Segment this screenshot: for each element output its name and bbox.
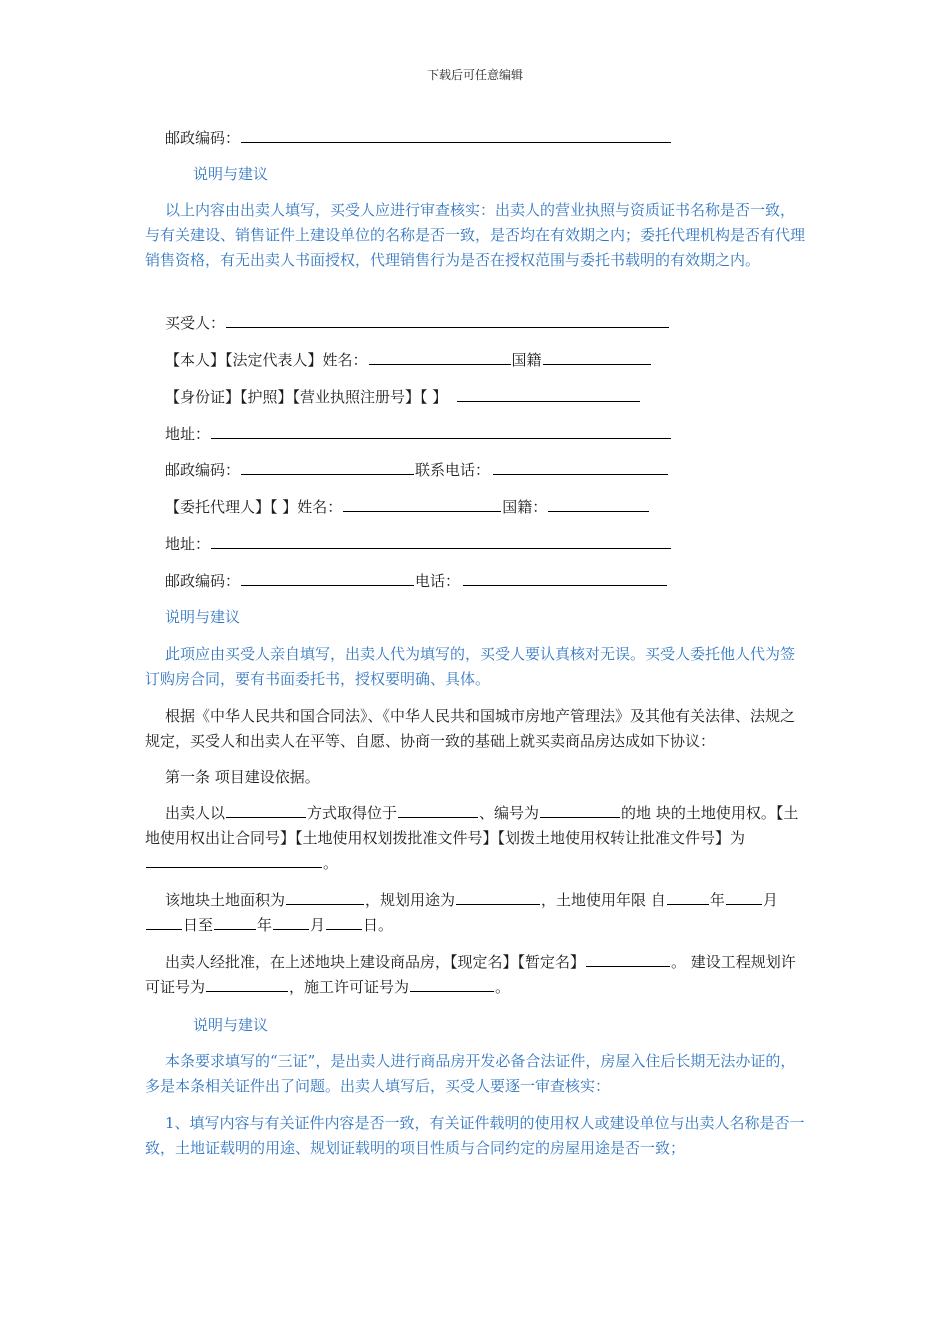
buyer-nationality-label: 国籍 [511,351,542,369]
project-name-blank[interactable] [586,952,670,967]
land-start-month-blank[interactable] [726,890,762,905]
buyer-nationality-blank[interactable] [543,350,651,365]
note-text-1: 以上内容由出卖人填写，买受人应进行审查核实：出卖人的营业执照与资质证书名称是否一致，与有关建设、销售证件上建设单位的名称是否一致，是否均在有效期之内；委托代理机构是否有代理销售资格，有无出卖人书面授权，代理销售行为是否在授权范围与委托书载明的有效期之内。 [145,201,806,269]
buyer-phone-blank[interactable] [493,460,668,475]
agreement-intro: 根据《中华人民共和国合同法》、《中华人民共和国城市房地产管理法》及其他有关法律、法规之规定，买受人和出卖人在平等、自愿、协商一致的基础上就买卖商品房达成如下协议： [145,707,796,750]
land-p2-e: 月 [762,891,778,909]
land-area-blank[interactable] [286,890,364,905]
land-location-blank[interactable] [398,803,478,818]
buyer-name-label: 【本人】【法定代表人】姓名： [165,351,368,369]
agent-nationality-blank[interactable] [548,497,649,512]
construction-permit-blank[interactable] [410,977,494,992]
land-p2-f: 日至 [183,916,214,934]
land-paragraph-2 [145,888,805,938]
buyer-postal-label: 邮政编码： [165,461,241,479]
land-paragraph-1 [145,801,805,876]
buyer-id-label: 【身份证】【护照】【营业执照注册号】【 】 [165,388,448,406]
buyer-address-label: 地址： [165,425,211,443]
land-method-blank[interactable] [226,803,306,818]
land-p2-c: ，土地使用年限 自 [541,891,666,909]
buyer-id-line [165,387,641,407]
agent-nationality-label: 国籍： [502,498,548,516]
agent-name-blank[interactable] [343,497,501,512]
land-start-day-blank[interactable] [146,915,182,930]
land-p1-d: 的地 块的土地使用权。 [621,804,776,822]
buyer-label: 买受人： [165,314,226,332]
land-p3-d: 。 [495,978,511,996]
check-item-1: 1、填写内容与有关证件内容是否一致，有关证件载明的使用权人或建设单位与出卖人名称是否一致，土地证载明的用途、规划证载明的项目性质与合同约定的房屋用途是否一致； [145,1114,805,1157]
agent-postal-line [165,571,668,591]
land-contract-blank[interactable] [146,853,322,868]
agent-postal-label: 邮政编码： [165,572,241,590]
land-start-year-blank[interactable] [667,890,709,905]
land-use-blank[interactable] [456,890,540,905]
land-end-day-blank[interactable] [326,915,362,930]
land-paragraph-3 [145,950,805,1000]
land-p2-i: 日。 [363,916,394,934]
buyer-address-line [165,424,672,444]
seller-postal-blank[interactable] [241,128,671,143]
buyer-id-blank[interactable] [457,387,640,402]
note-title-1: 说明与建议 [193,165,269,183]
page-header: 下载后可任意编辑 [426,68,523,82]
seller-postal-label: 邮政编码： [165,129,241,147]
note-title-3: 说明与建议 [193,1016,269,1034]
seller-postal-line [165,128,672,148]
buyer-name-blank[interactable] [369,350,511,365]
agent-phone-blank[interactable] [463,571,667,586]
agent-address-line [165,534,672,554]
land-p2-g: 年 [257,916,273,934]
land-p1-c: 、编号为 [479,804,540,822]
land-number-blank[interactable] [540,803,620,818]
land-p1-b: 方式取得位于 [307,804,398,822]
planning-permit-blank[interactable] [206,977,288,992]
buyer-address-blank[interactable] [211,424,671,439]
land-end-year-blank[interactable] [214,915,256,930]
land-p3-c: ，施工许可证号为 [289,978,410,996]
land-p2-a: 该地块土地面积为 [165,891,286,909]
land-p3-a: 出卖人经批准，在上述地块上建设商品房，【现定名】【暂定名】 [165,953,586,971]
agent-address-label: 地址： [165,535,211,553]
land-p2-d: 年 [709,891,725,909]
note-title-2: 说明与建议 [165,608,241,626]
buyer-blank[interactable] [226,313,669,328]
agent-phone-label: 电话： [415,572,461,590]
land-p1-e: 【土地使用权出让合同号】【土地使用权划拨批准文件号】【划拨土地使用权转让批准文件号】为 [145,804,799,847]
agent-postal-blank[interactable] [241,571,414,586]
note-text-3: 本条要求填写的“三证”，是出卖人进行商品房开发必备合法证件，房屋入住后长期无法办证的，多是本条相关证件出了问题。出卖人填写后，买受人要逐一审查核实： [145,1052,796,1095]
land-p2-h: 月 [310,916,326,934]
agent-name-label: 【委托代理人】【 】姓名： [165,498,343,516]
buyer-postal-line [165,460,669,480]
land-p1-f: 。 [323,854,339,872]
buyer-name-line [165,350,652,370]
note-text-2: 此项应由买受人亲自填写，出卖人代为填写的，买受人要认真核对无误。买受人委托他人代为签订购房合同，要有书面委托书，授权要明确、具体。 [145,645,796,688]
buyer-line [165,313,670,333]
buyer-postal-blank[interactable] [241,460,414,475]
agent-name-line [165,497,650,517]
article1-title: 第一条 项目建设依据。 [165,768,320,786]
land-p3-b: 。 建设工程规划许可证号为 [145,953,796,996]
land-end-month-blank[interactable] [273,915,309,930]
buyer-phone-label: 联系电话： [415,461,491,479]
land-p1-a: 出卖人以 [165,804,226,822]
agent-address-blank[interactable] [211,534,671,549]
land-p2-b: ，规划用途为 [365,891,456,909]
